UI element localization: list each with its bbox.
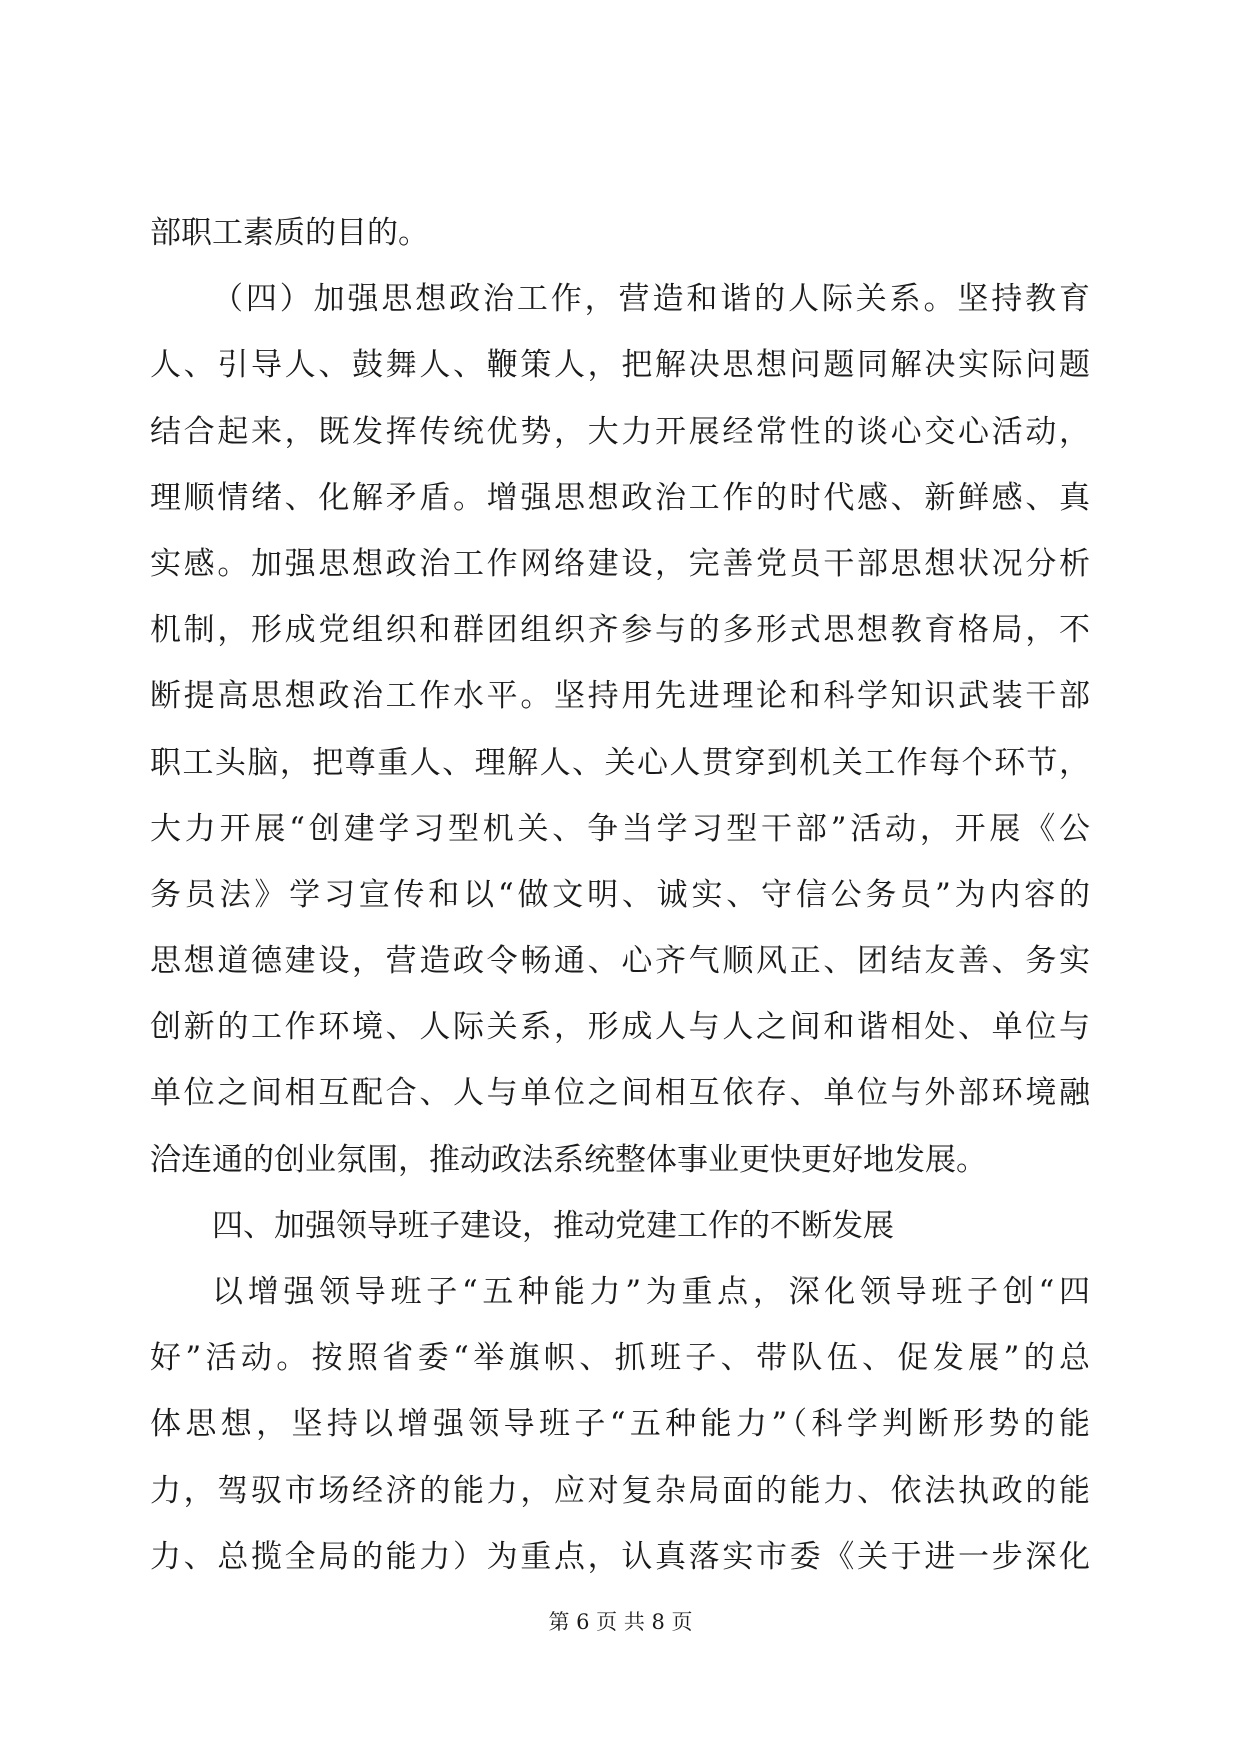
section-heading: 四、加强领导班子建设，推动党建工作的不断发展 [212,1207,894,1244]
paragraph-line: 力、总揽全局的能力）为重点，认真落实市委《关于进一步深化 [150,1538,1090,1575]
paragraph-line: 机制，形成党组织和群团组织齐参与的多形式思想教育格局，不 [150,612,1090,649]
paragraph-line: 实感。加强思想政治工作网络建设，完善党员干部思想状况分析 [150,545,1090,582]
paragraph-line: 人、引导人、鼓舞人、鞭策人，把解决思想问题同解决实际问题 [150,347,1090,384]
paragraph-line: 结合起来，既发挥传统优势，大力开展经常性的谈心交心活动， [150,413,1090,450]
paragraph-line: （四）加强思想政治工作，营造和谐的人际关系。坚持教育 [212,281,1090,318]
paragraph-line: 断提高思想政治工作水平。坚持用先进理论和科学知识武装干部 [150,678,1090,715]
paragraph-line: 力，驾驭市场经济的能力，应对复杂局面的能力、依法执政的能 [150,1472,1090,1509]
paragraph-line: 职工头脑，把尊重人、理解人、关心人贯穿到机关工作每个环节， [150,744,1090,781]
paragraph-line: 理顺情绪、化解矛盾。增强思想政治工作的时代感、新鲜感、真 [150,479,1090,516]
page-number-footer: 第 6 页 共 8 页 [548,1610,693,1634]
paragraph-line: 好”活动。按照省委“举旗帜、抓班子、带队伍、促发展”的总 [150,1340,1090,1377]
paragraph-line: 单位之间相互配合、人与单位之间相互依存、单位与外部环境融 [150,1075,1090,1112]
paragraph-line: 大力开展“创建学习型机关、争当学习型干部”活动，开展《公 [150,810,1090,847]
paragraph-line: 洽连通的创业氛围，推动政法系统整体事业更快更好地发展。 [150,1141,987,1178]
paragraph-line: 部职工素质的目的。 [150,215,429,251]
paragraph-line: 以增强领导班子“五种能力”为重点，深化领导班子创“四 [212,1274,1090,1310]
body-text [150,200,1090,1590]
paragraph-line: 务员法》学习宣传和以“做文明、诚实、守信公务员”为内容的 [150,876,1090,913]
paragraph-line: 思想道德建设，营造政令畅通、心齐气顺风正、团结友善、务实 [150,943,1090,980]
paragraph-line: 体思想，坚持以增强领导班子“五种能力”（科学判断形势的能 [150,1406,1090,1443]
paragraph-line: 创新的工作环境、人际关系，形成人与人之间和谐相处、单位与 [150,1009,1090,1046]
